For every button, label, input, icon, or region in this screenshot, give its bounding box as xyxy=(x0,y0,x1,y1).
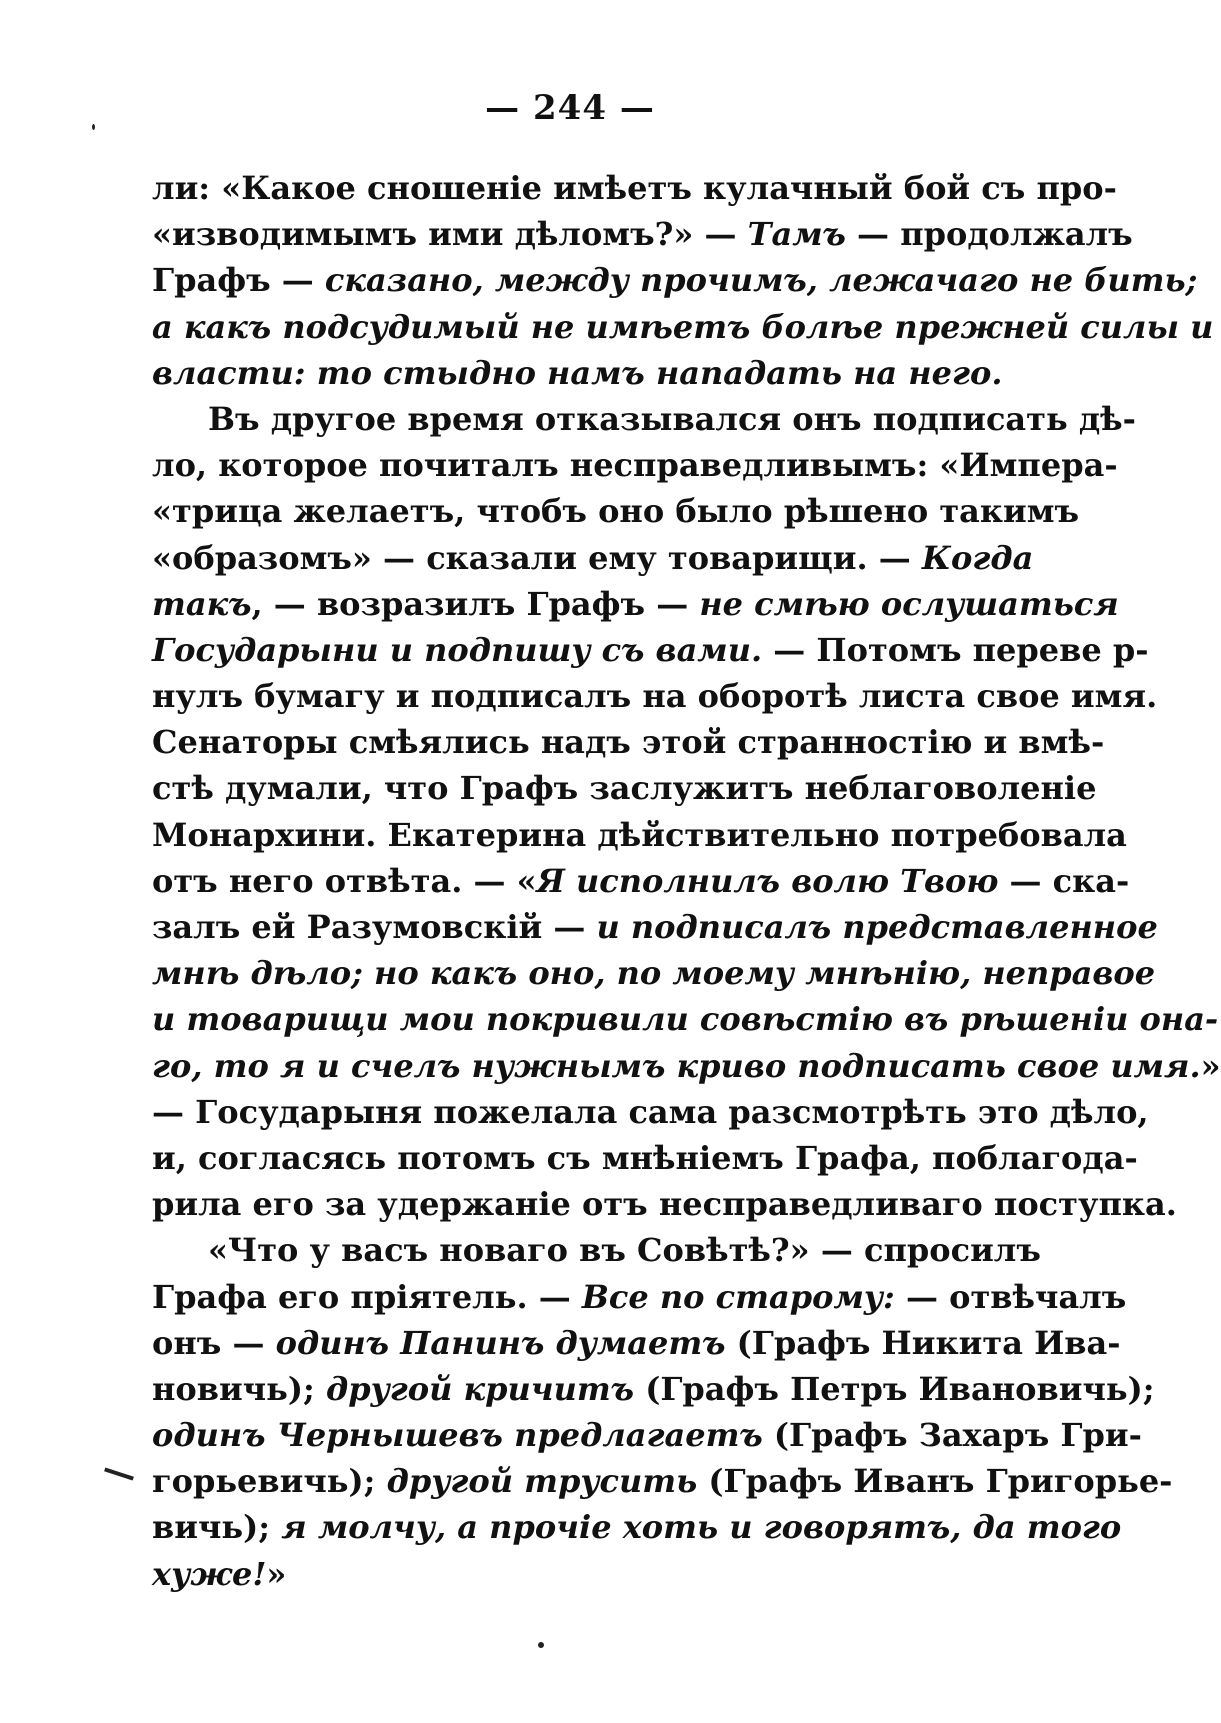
text-line xyxy=(152,442,1118,488)
text-run: «трица желаетъ, чтобъ оно было рѣшено такимъ xyxy=(152,492,1080,531)
text-run: (Графъ Никита Ива- xyxy=(725,1323,1121,1362)
text-line xyxy=(152,304,1214,350)
text-run: залъ ей Разумовскій — xyxy=(152,908,597,946)
italic-text: одинъ Чернышевъ предлагаетъ xyxy=(152,1416,763,1455)
body-text xyxy=(152,165,1221,1597)
text-run: ли: «Какое сношеніе имѣетъ кулачный бой съ про- xyxy=(152,169,1117,207)
text-line xyxy=(152,257,1198,303)
text-run: вичь); xyxy=(152,1508,282,1547)
text-run: онъ — xyxy=(152,1323,276,1362)
text-run: (Графъ Петръ Ивановичь); xyxy=(634,1369,1155,1408)
text-line xyxy=(152,1181,1177,1227)
text-run: — продолжалъ xyxy=(845,215,1133,254)
text-run: (Графъ Захаръ Гри- xyxy=(762,1416,1142,1455)
text-run: — ска- xyxy=(998,861,1130,900)
text-line xyxy=(152,1366,1155,1412)
scan-speck xyxy=(92,124,95,130)
italic-text: одинъ Панинъ думаетъ xyxy=(275,1323,726,1362)
italic-text: Тамъ xyxy=(747,215,846,254)
text-line xyxy=(152,396,1136,442)
italic-text: Когда xyxy=(921,538,1034,577)
text-run: , — возразилъ Графъ — xyxy=(251,584,700,623)
italic-text: Государыни и подпишу съ вами. xyxy=(152,630,763,669)
text-line xyxy=(152,627,1149,673)
text-line xyxy=(152,488,1080,534)
text-run: «изводимымъ ими дѣломъ?» — xyxy=(152,215,748,254)
text-run: (Графъ Иванъ Григорье- xyxy=(697,1462,1173,1501)
text-line xyxy=(152,581,1119,627)
text-line xyxy=(152,1135,1138,1181)
italic-text: я молчу, а прочіе хоть и говорятъ, да того xyxy=(281,1508,1122,1547)
text-run: — отвѣчалъ xyxy=(894,1277,1127,1316)
text-line xyxy=(152,858,1130,904)
scan-speck xyxy=(104,1467,134,1480)
italic-text: мнѣ дѣло; но какъ оно, по моему мнѣнію, неправое xyxy=(152,954,1156,993)
italic-text: а какъ подсудимый не имѣетъ болѣе прежней силы и xyxy=(152,307,1214,346)
italic-text: сказано, между прочимъ, лежачаго не бить; xyxy=(324,261,1198,300)
text-run: » xyxy=(1200,1046,1221,1085)
text-line xyxy=(152,719,1105,765)
text-line xyxy=(152,1458,1173,1504)
italic-text: Все по старому: xyxy=(581,1277,895,1316)
text-line xyxy=(152,904,1158,950)
text-line xyxy=(152,1504,1122,1550)
text-line xyxy=(152,673,1158,719)
text-line xyxy=(152,1412,1142,1458)
italic-text: власти: то стыдно намъ нападать на него. xyxy=(152,353,1003,392)
text-run: отъ него отвѣта. — « xyxy=(152,861,537,900)
text-run: нулъ бумагу и подписалъ на оборотѣ листа свое имя. xyxy=(152,677,1158,716)
text-line xyxy=(152,765,1097,811)
text-line xyxy=(152,1320,1121,1366)
page-number: — 244 — xyxy=(485,88,655,128)
text-run: — Государыня пожелала сама разсмотрѣть это дѣло, xyxy=(152,1092,1149,1131)
text-run: новичь); xyxy=(152,1369,326,1408)
text-run: Въ другое время отказывался онъ подписать дѣ- xyxy=(208,399,1136,438)
text-run: Графъ — xyxy=(152,261,325,300)
text-run: «образомъ» — сказали ему товарищи. — xyxy=(152,538,922,577)
text-run: Сенаторы смѣялись надъ этой странностію и вмѣ- xyxy=(152,723,1105,762)
text-run: «Что у васъ новаго въ Совѣтѣ?» — спросилъ xyxy=(208,1231,1041,1270)
text-line xyxy=(152,996,1219,1042)
text-run: стѣ думали, что Графъ заслужитъ неблаговоленіе xyxy=(152,769,1097,808)
italic-text: и товарищи мои покривили совѣстію въ рѣшеніи она- xyxy=(152,1000,1219,1039)
text-run: ло, которое почиталъ несправедливымъ: «Импера- xyxy=(152,446,1118,485)
text-line xyxy=(152,1274,1127,1320)
text-run: Графа его пріятель. — xyxy=(152,1277,582,1316)
italic-text: такъ xyxy=(152,584,252,623)
italic-text: не смѣю ослушаться xyxy=(699,584,1119,623)
text-line xyxy=(152,535,1034,581)
text-run: и, согласясь потомъ съ мнѣніемъ Графа, поблагода- xyxy=(152,1138,1138,1177)
text-line xyxy=(152,350,1003,396)
italic-text: го, то я и счелъ нужнымъ криво подписать свое имя. xyxy=(152,1046,1201,1085)
italic-text: другой кричитъ xyxy=(325,1369,635,1408)
text-line xyxy=(152,1089,1149,1135)
text-line xyxy=(152,950,1156,996)
italic-text: Я исполнилъ волю Твою xyxy=(536,861,999,900)
text-line xyxy=(152,211,1133,257)
text-run: горьевичь); xyxy=(152,1462,387,1501)
text-line xyxy=(152,812,1127,858)
italic-text: и подписалъ представленное xyxy=(596,908,1158,946)
scan-speck xyxy=(538,1642,544,1648)
text-line xyxy=(152,1043,1221,1089)
text-run: Монархини. Екатерина дѣйствительно потребовала xyxy=(152,815,1127,854)
text-run: — Потомъ переве р- xyxy=(762,630,1149,669)
text-run: рила его за удержаніе отъ несправедливаго поступка. xyxy=(152,1185,1177,1224)
italic-text: хуже! xyxy=(152,1554,267,1593)
text-run: » xyxy=(266,1554,287,1593)
text-line xyxy=(152,1227,1041,1273)
italic-text: другой трусить xyxy=(386,1462,698,1501)
text-line xyxy=(152,1551,966,1597)
text-line xyxy=(152,165,1117,211)
